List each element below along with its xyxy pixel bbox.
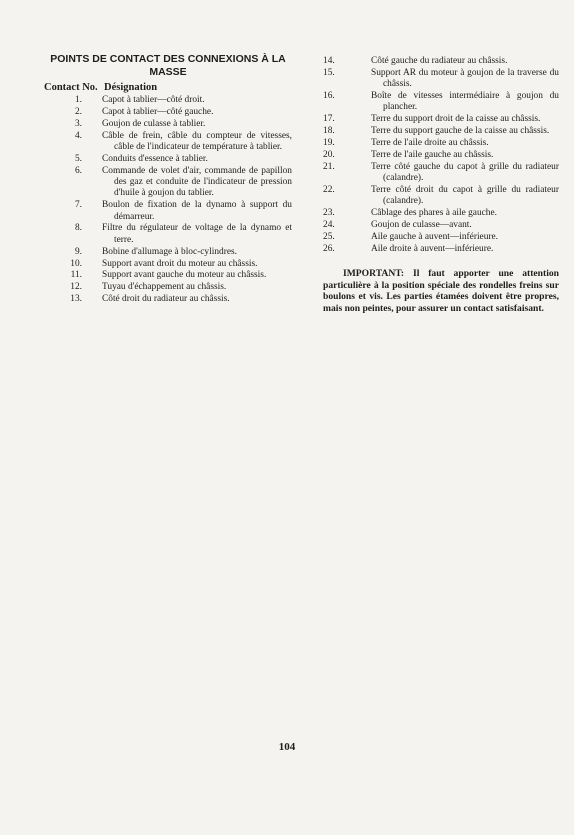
contact-number: 18. bbox=[323, 126, 335, 137]
contact-list-right bbox=[323, 56, 559, 255]
contact-designation: Filtre du régulateur de voltage de la dynamo et terre. bbox=[102, 223, 292, 245]
contact-number: 2. bbox=[74, 106, 82, 117]
contact-number: 14. bbox=[323, 56, 335, 66]
contact-designation: Goujon de culasse—avant. bbox=[371, 220, 472, 231]
contact-number: 22. bbox=[323, 185, 335, 196]
contact-designation: Côté gauche du radiateur au châssis. bbox=[371, 56, 508, 66]
header-designation: Désignation bbox=[104, 82, 158, 93]
contact-designation: Commande de volet d'air, commande de papillon des gaz et conduite de l'indicateur de pression d'huile à goujon du tablier. bbox=[102, 165, 292, 199]
list-item bbox=[323, 244, 559, 255]
right-column bbox=[323, 56, 559, 315]
contact-designation: Câble de frein, câble du compteur de vitesses, câble de l'indicateur de température à tablier. bbox=[102, 130, 292, 152]
list-item bbox=[44, 119, 292, 130]
list-item bbox=[323, 220, 559, 231]
contact-designation: Câblage des phares à aile gauche. bbox=[371, 208, 497, 219]
contact-number: 6. bbox=[74, 165, 82, 176]
contact-designation: Aile droite à auvent—inférieure. bbox=[371, 243, 494, 254]
contact-designation: Bobine d'allumage à bloc-cylindres. bbox=[102, 246, 237, 257]
list-item bbox=[44, 166, 292, 200]
list-item bbox=[44, 131, 292, 154]
contact-designation: Boîte de vitesses intermédiaire à goujon du plancher. bbox=[371, 91, 559, 113]
contact-designation: Support avant gauche du moteur au châssis. bbox=[102, 270, 267, 281]
list-item bbox=[44, 154, 292, 165]
list-item bbox=[44, 107, 292, 118]
contact-number: 9. bbox=[74, 246, 82, 257]
list-item bbox=[323, 185, 559, 208]
list-item bbox=[44, 282, 292, 293]
page-number: 104 bbox=[278, 741, 296, 753]
contact-number: 25. bbox=[323, 231, 335, 242]
contact-designation: Support AR du moteur à goujon de la traverse du châssis. bbox=[371, 67, 559, 90]
contact-designation: Terre du support gauche de la caisse au châssis. bbox=[371, 126, 550, 137]
list-item bbox=[44, 95, 292, 106]
contact-number: 26. bbox=[323, 243, 335, 254]
contact-designation: Boulon de fixation de la dynamo à support du démarreur. bbox=[102, 200, 292, 222]
contact-designation: Terre de l'aile droite au châssis. bbox=[371, 138, 489, 149]
list-item bbox=[323, 208, 559, 219]
contact-number: 3. bbox=[74, 118, 82, 129]
list-item bbox=[323, 150, 559, 161]
list-item bbox=[323, 232, 559, 243]
list-item bbox=[323, 126, 559, 137]
contact-designation: Terre de l'aile gauche au châssis. bbox=[371, 149, 494, 160]
contact-number: 4. bbox=[74, 130, 82, 141]
contact-number: 16. bbox=[323, 91, 335, 102]
contact-number: 15. bbox=[323, 67, 335, 78]
contact-designation: Support avant droit du moteur au châssis. bbox=[102, 258, 258, 269]
contact-designation: Terre côté droit du capot à grille du radiateur (calandre). bbox=[371, 185, 559, 207]
contact-number: 8. bbox=[74, 223, 82, 234]
left-column bbox=[44, 53, 292, 306]
list-item bbox=[323, 162, 559, 185]
contact-number: 23. bbox=[323, 208, 335, 219]
section-title: POINTS DE CONTACT DES CONNEXIONS À LA MASSE bbox=[50, 53, 286, 78]
list-item bbox=[44, 223, 292, 246]
table-header bbox=[44, 81, 292, 94]
list-item bbox=[44, 200, 292, 223]
contact-designation: Aile gauche à auvent—inférieure. bbox=[371, 231, 499, 242]
contact-designation: Terre côté gauche du capot à grille du radiateur (calandre). bbox=[371, 161, 559, 184]
contact-designation: Conduits d'essence à tablier. bbox=[102, 153, 208, 164]
contact-designation: Capot à tablier—côté droit. bbox=[102, 95, 205, 105]
list-item bbox=[323, 138, 559, 149]
contact-number: 7. bbox=[74, 200, 82, 211]
list-item bbox=[323, 68, 559, 91]
list-item bbox=[323, 91, 559, 114]
contact-number: 1. bbox=[74, 95, 82, 105]
contact-designation: Côté droit du radiateur au châssis. bbox=[102, 294, 230, 305]
contact-list-left bbox=[44, 95, 292, 305]
contact-number: 5. bbox=[74, 153, 82, 164]
contact-number: 20. bbox=[323, 149, 335, 160]
contact-number: 19. bbox=[323, 138, 335, 149]
contact-designation: Goujon de culasse à tablier. bbox=[102, 118, 206, 129]
contact-number: 17. bbox=[323, 114, 335, 125]
contact-designation: Terre du support droit de la caisse au châssis. bbox=[371, 114, 541, 125]
list-item bbox=[44, 259, 292, 270]
important-note: IMPORTANT: Il faut apporter une attention particulière à la position spéciale des rondelles freins sur boulons et vis. Les parties étamées doivent être propres, mais non peintes, pour assurer un contact satisfaisant. bbox=[323, 268, 559, 314]
list-item bbox=[44, 294, 292, 305]
list-item bbox=[323, 114, 559, 125]
contact-number: 24. bbox=[323, 220, 335, 231]
list-item bbox=[44, 247, 292, 258]
contact-number: 10. bbox=[70, 258, 82, 269]
contact-number: 13. bbox=[70, 294, 82, 305]
contact-number: 12. bbox=[70, 282, 82, 293]
contact-designation: Tuyau d'échappement au châssis. bbox=[102, 282, 227, 293]
list-item bbox=[44, 270, 292, 281]
contact-designation: Capot à tablier—côté gauche. bbox=[102, 106, 214, 117]
header-contact-no: Contact No. bbox=[44, 82, 98, 93]
contact-number: 11. bbox=[70, 270, 82, 281]
contact-number: 21. bbox=[323, 161, 335, 172]
list-item bbox=[323, 56, 559, 67]
